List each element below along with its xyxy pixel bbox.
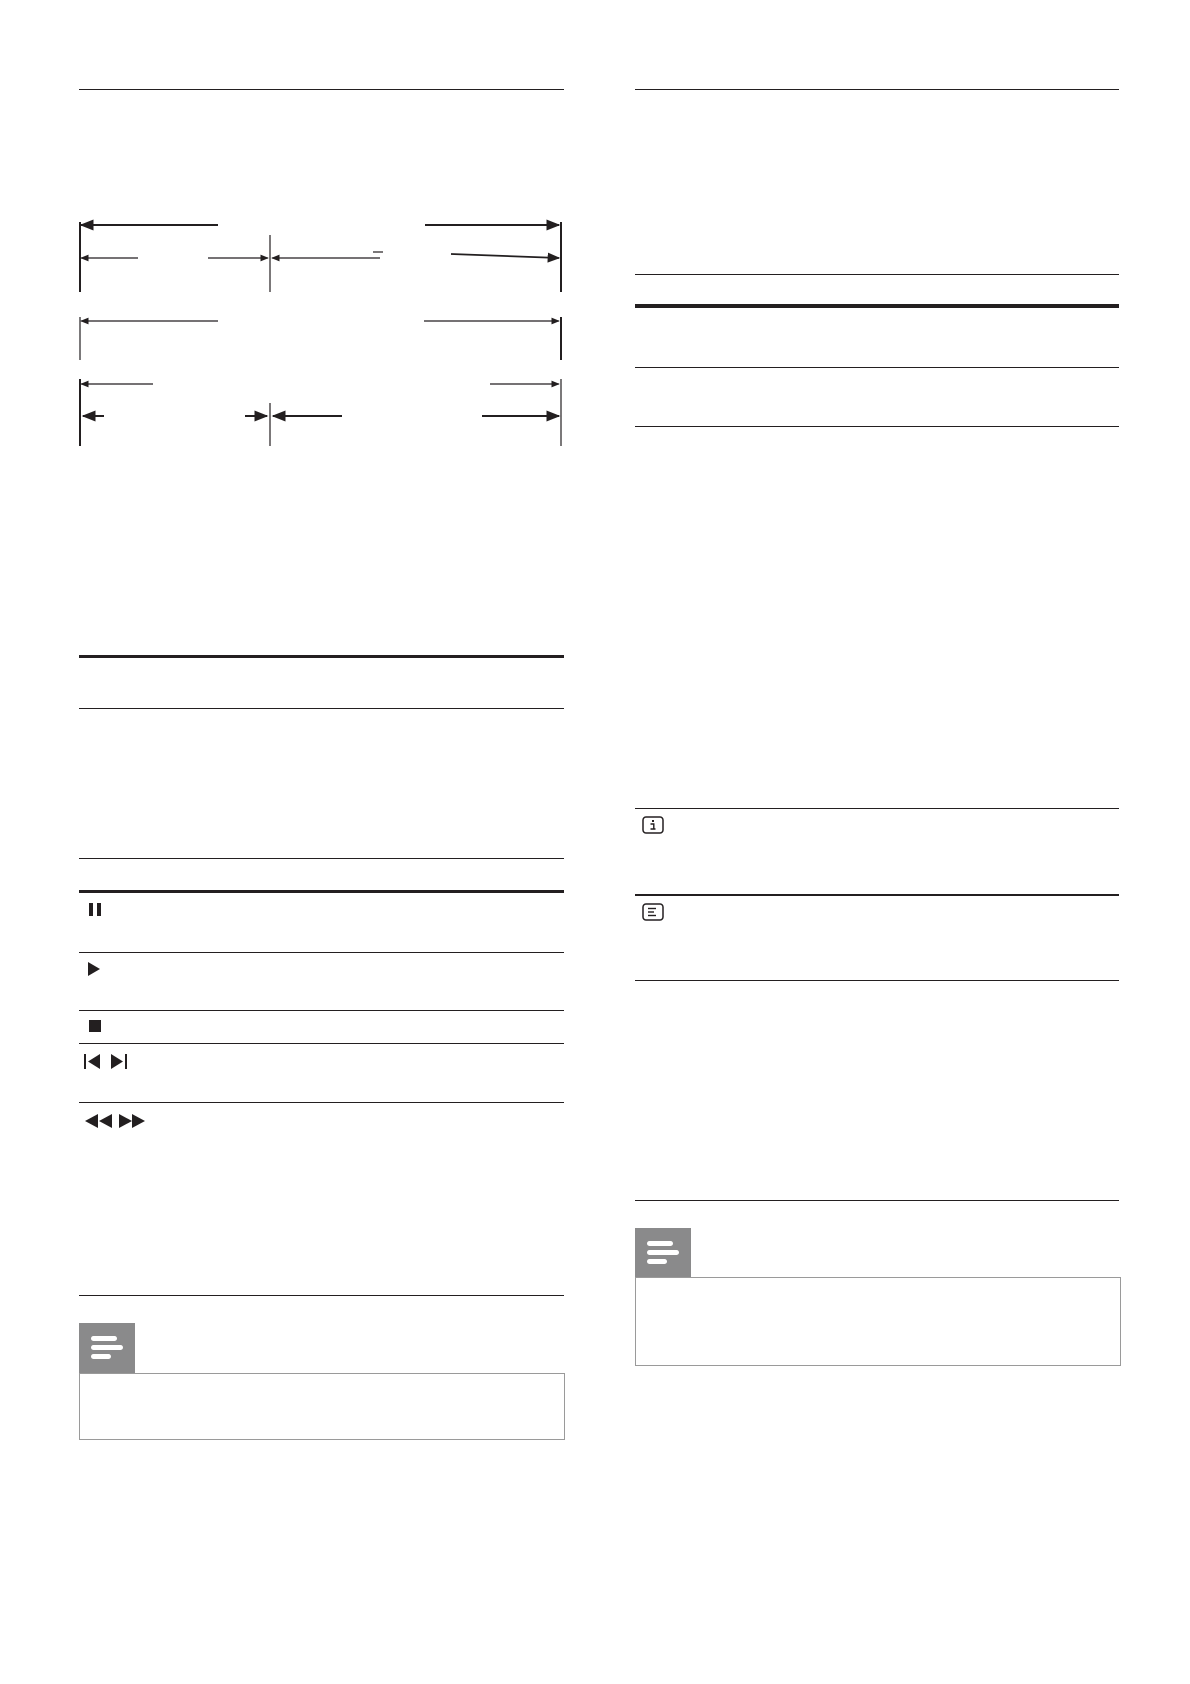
note-icon xyxy=(79,1323,135,1373)
play-icon xyxy=(87,961,101,977)
rewind-fast-forward-icon xyxy=(84,1113,146,1129)
pause-icon xyxy=(88,902,102,917)
previous-next-icon xyxy=(84,1053,128,1070)
left-section-rule xyxy=(79,708,564,709)
diagram-row1-seg2-arrow-right xyxy=(451,254,559,258)
note-tab xyxy=(635,1228,691,1278)
right-section-rule xyxy=(635,274,1119,275)
control-table-row-rule xyxy=(79,1102,564,1103)
right-top-rule xyxy=(635,89,1119,90)
left-section-rule-thick xyxy=(79,655,564,658)
right-section-rule-thick xyxy=(635,304,1119,308)
info-table-bottom-rule xyxy=(635,980,1119,981)
note-box xyxy=(79,1373,565,1440)
info-table-row-rule xyxy=(635,894,1119,896)
control-table-row-rule xyxy=(79,1010,564,1011)
control-table-header-rule xyxy=(79,890,564,893)
right-subsection-rule xyxy=(635,426,1119,427)
left-note-rule xyxy=(79,1295,564,1296)
stop-icon xyxy=(88,1019,102,1033)
control-table-row-rule xyxy=(79,952,564,953)
note-icon xyxy=(635,1228,691,1278)
info-table-top-rule xyxy=(635,808,1119,809)
subtitle-icon xyxy=(642,903,664,921)
info-icon xyxy=(642,816,664,834)
note-tab xyxy=(79,1323,135,1373)
note-box xyxy=(635,1277,1121,1366)
control-table-row-rule xyxy=(79,1043,564,1044)
control-table-top-rule xyxy=(79,858,564,859)
right-note-rule xyxy=(635,1200,1119,1201)
right-subsection-rule xyxy=(635,367,1119,368)
